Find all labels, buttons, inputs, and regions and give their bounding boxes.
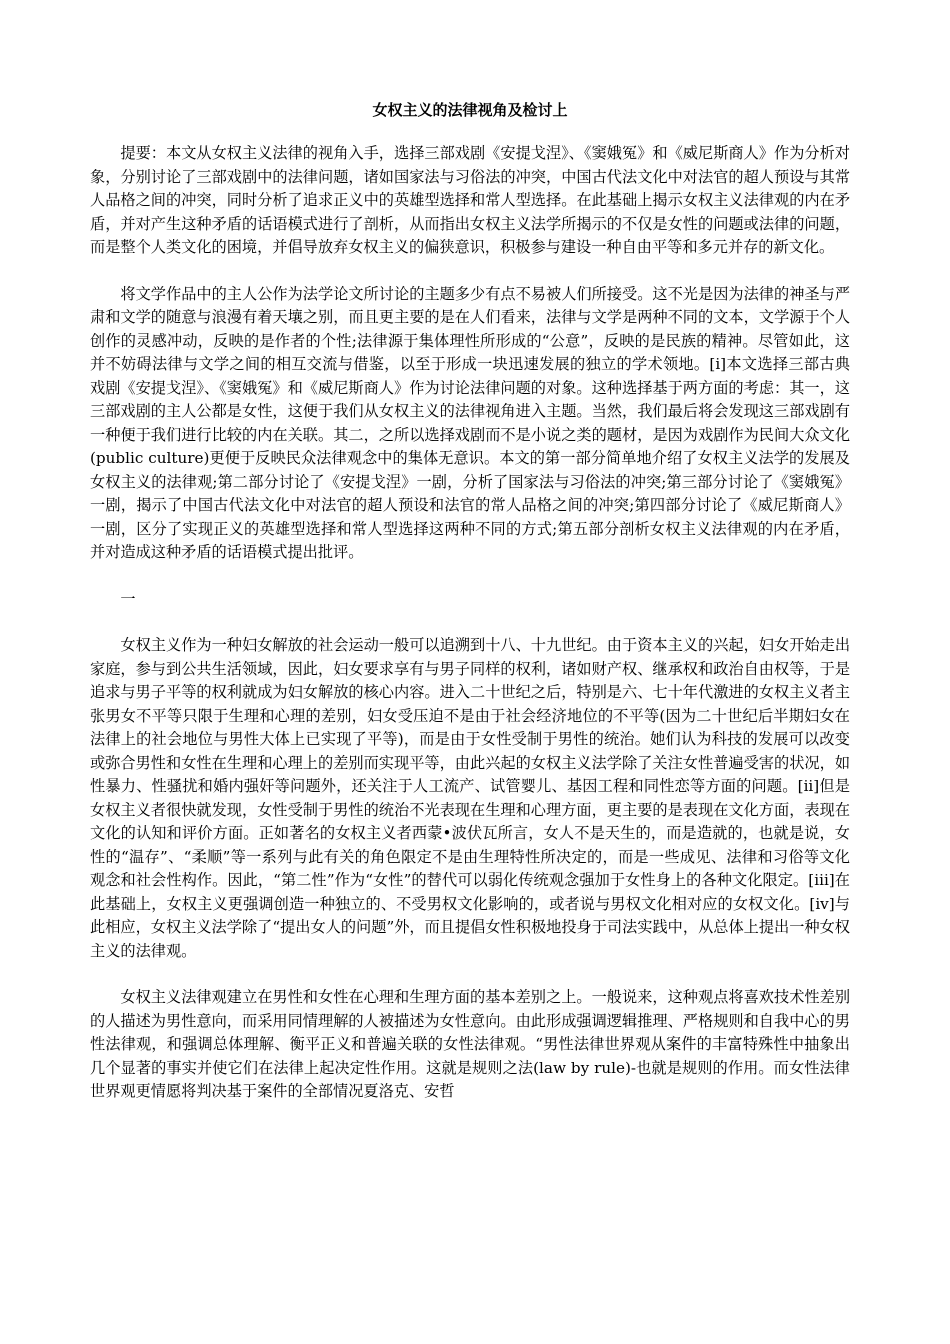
section-one-paragraph-1: 女权主义作为一种妇女解放的社会运动一般可以追溯到十八、十九世纪。由于资本主义的兴起，妇女开始走出家庭，参与到公共生活领域，因此，妇女要求享有与男子同样的权利，诸如财产权、继承权和政治自由权等，于是追求与男子平等的权利就成为妇女解放的核心内容。进入二十世纪之后，特别是六、七十年代激进的女权主义者主张男女不平等只限于生理和心理的差别，妇女受压迫不是由于社会经济地位的不平等(因为二十世纪后半期妇女在法律上的社会地位与男性大体上已实现了平等)，而是由于女性受制于男性的统治。她们认为科技的发展可以改变或弥合男性和女性在生理和心理上的差别而实现平等，由此兴起的女权主义法学除了关注女性普遍受害的状况，如性暴力、性骚扰和婚内强奸等问题外，还关注于人工流产、试管婴儿、基因工程和同性恋等方面的问题。[ii]但是女权主义者很快就发现，女性受制于男性的统治不光表现在生理和心理方面，更主要的是表现在文化方面，表现在文化的认知和评价方面。正如著名的女权主义者西蒙•波伏瓦所言，女人不是天生的，而是造就的，也就是说，女性的“温存”、“柔顺”等一系列与此有关的角色限定不是由生理特性所决定的，而是一些成见、法律和习俗等文化观念和社会性构作。因此，“第二性”作为“女性”的替代可以弱化传统观念强加于女性身上的各种文化限定。[iii]在此基础上，女权主义更强调创造一种独立的、不受男权文化影响的，或者说与男权文化相对应的女权文化。[iv]与此相应，女权主义法学除了“提出女人的问题”外，而且提倡女性积极地投身于司法实践中，从总体上提出一种女权主义的法律观。 (90, 636, 850, 960)
document-page (90, 100, 850, 1127)
section-heading-one: 一 (120, 589, 136, 608)
section-one-paragraph-2: 女权主义法律观建立在男性和女性在心理和生理方面的基本差别之上。一般说来，这种观点将喜欢技术性差别的人描述为男性意向，而采用同情理解的人被描述为女性意向。由此形成强调逻辑推理、严格规则和自我中心的男性法律观，和强调总体理解、衡平正义和普遍关联的女性法律观。“男性法律世界观从案件的丰富特殊性中抽象出几个显著的事实并使它们在法律上起决定性作用。这就是规则之法(law by rule)-也就是规则的作用。而女性法律世界观更情愿将判决基于案件的全部情况夏洛克、安哲 (90, 988, 850, 1100)
abstract-paragraph: 提要：本文从女权主义法律的视角入手，选择三部戏剧《安提戈涅》、《窦娥冤》和《威尼斯商人》作为分析对象，分别讨论了三部戏剧中的法律问题，诸如国家法与习俗法的冲突，中国古代法文化中对法官的超人预设与其常人品格之间的冲突，同时分析了追求正义中的英雄型选择和常人型选择。在此基础上揭示女权主义法律观的内在矛盾，并对产生这种矛盾的话语模式进行了剖析，从而指出女权主义法学所揭示的不仅是女性的问题或法律的问题，而是整个人类文化的困境，并倡导放弃女权主义的偏狭意识，积极参与建设一种自由平等和多元并存的新文化。 (90, 144, 850, 256)
intro-paragraph: 将文学作品中的主人公作为法学论文所讨论的主题多少有点不易被人们所接受。这不光是因为法律的神圣与严肃和文学的随意与浪漫有着天壤之别，而且更主要的是在人们看来，法律与文学是两种不同的文本，文学源于个人创作的灵感冲动，反映的是作者的个性;法律源于集体理性所形成的“公意”，反映的是民族的精神。尽管如此，这并不妨碍法律与文学之间的相互交流与借鉴，以至于形成一块迅速发展的独立的学术领地。[i]本文选择三部古典戏剧《安提戈涅》、《窦娥冤》和《威尼斯商人》作为讨论法律问题的对象。这种选择基于两方面的考虑：其一，这三部戏剧的主人公都是女性，这便于我们从女权主义的法律视角进入主题。当然，我们最后将会发现这三部戏剧有一种便于我们进行比较的内在关联。其二，之所以选择戏剧而不是小说之类的题材，是因为戏剧作为民间大众文化(public culture)更便于反映民众法律观念中的集体无意识。本文的第一部分简单地介绍了女权主义法学的发展及女权主义的法律观;第二部分讨论了《安提戈涅》一剧，分析了国家法与习俗法的冲突;第三部分讨论了《窦娥冤》一剧，揭示了中国古代法文化中对法官的超人预设和法官的常人品格之间的冲突;第四部分讨论了《威尼斯商人》一剧，区分了实现正义的英雄型选择和常人型选择这两种不同的方式;第五部分剖析女权主义法律观的内在矛盾，并对造成这种矛盾的话语模式提出批评。 (90, 284, 850, 561)
document-title: 女权主义的法律视角及检讨上 (372, 101, 568, 119)
